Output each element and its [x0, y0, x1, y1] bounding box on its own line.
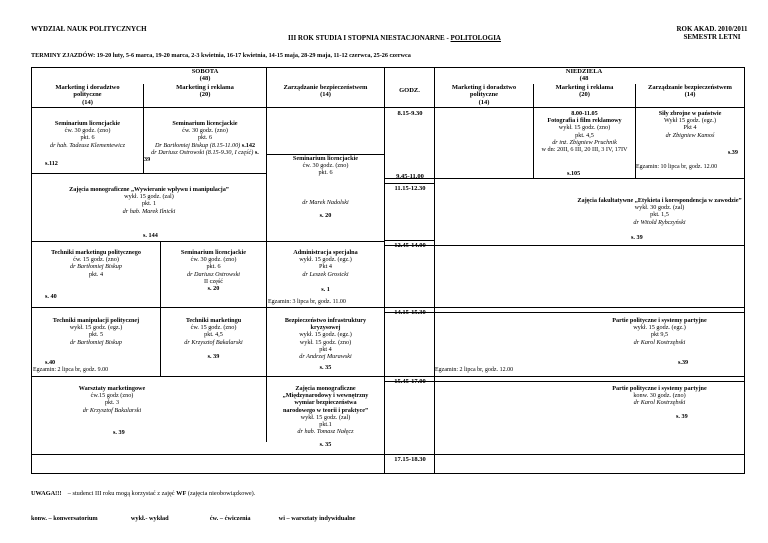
class-hours: wykł. 15 godz. (egz.)	[299, 256, 352, 264]
warning-label: UWAGA!!!	[31, 490, 62, 497]
academic-year	[672, 25, 752, 41]
saturday-header	[143, 68, 267, 83]
class-teacher	[144, 142, 266, 149]
class-title: „Międzynarodowy i wewnętrzny	[282, 392, 369, 400]
course-title	[288, 34, 501, 42]
class-teacher: dr Marek Nadolski	[302, 198, 349, 206]
class-hours: wykł. 15 godz. (zno)	[299, 338, 352, 346]
col-line: Zarządzanie bezpieczeństwem	[648, 84, 732, 91]
class-points: pkt. 1	[141, 200, 157, 208]
class-hours: wykł. 15 godz. (zal)	[124, 193, 174, 201]
col-line: polityczne	[469, 91, 499, 99]
class-monograph-nalecz	[267, 385, 384, 449]
class-techniki-marketingu	[161, 317, 266, 360]
warning-wf: WF	[176, 490, 187, 497]
col-line: Marketing i doradztwo	[451, 84, 517, 91]
exam-note: Egzamin: 2 lipca br, godz. 12.00	[435, 367, 514, 373]
col-line: Zarządzanie bezpieczeństwem	[283, 84, 368, 91]
col-line: Marketing i reklama	[176, 84, 234, 91]
class-hours: wykł. 15 godz. (zno)	[558, 124, 611, 132]
col-line: (14)	[320, 91, 331, 99]
class-points: pkt. 3	[104, 399, 120, 407]
class-title: Bezpieczeństwo infrastruktury	[284, 317, 367, 324]
class-teacher: dr inż. Zbigniew Pruchnik	[552, 138, 617, 146]
sun-col-marketing-reklama	[534, 84, 635, 99]
timetable	[31, 67, 745, 474]
class-title: Partie polityczne i systemy partyjne	[612, 385, 707, 392]
class-title: Seminarium licencjackie	[292, 155, 359, 162]
class-points: pkt.1	[319, 421, 332, 429]
sunday-name: NIEDZIELA	[565, 68, 603, 75]
class-hours: wykł. 15 godz. (zal)	[300, 413, 351, 421]
room-label: s.	[254, 148, 259, 156]
class-teacher: dr Krzysztof Bakalarski	[184, 338, 243, 346]
class-teacher: dr hab. Marek Ilnicki	[122, 207, 176, 215]
class-hours: konw. 30 godz. (zno)	[633, 392, 686, 400]
class-points: pkt. 6	[80, 134, 95, 142]
sunday-header	[533, 68, 635, 83]
class-title: Techniki manipulacji politycznej	[52, 317, 140, 324]
col-line: (20)	[199, 91, 211, 99]
room-label: s.142	[241, 141, 256, 149]
legend-item: wykł.- wykład	[130, 515, 169, 522]
class-teacher: dr Zbigniew Kamoś	[665, 131, 715, 139]
class-hours: ćw. 15 godz. (zno)	[73, 256, 119, 264]
legend-item: ćw. – ćwiczenia	[209, 515, 251, 522]
class-hours: ćw. 30 godz. (zno)	[182, 127, 228, 135]
class-teacher: dr Leszek Grosicki	[302, 270, 349, 278]
room-label: s. 35	[319, 441, 332, 449]
exam-note: Egzamin: 3 lipca br, godz. 11.00	[268, 299, 346, 305]
warning-note	[31, 490, 255, 497]
class-teacher: dr Bartłomiej Biskup	[70, 338, 122, 346]
class-hours: wykł. 15 godz. (egz.)	[633, 324, 686, 332]
room-label: s. 39	[676, 413, 688, 420]
class-title: Warsztaty marketingowe	[78, 385, 146, 392]
class-title: Seminarium licencjackie	[172, 120, 238, 127]
class-part: II część	[203, 277, 224, 285]
exam-note: Egzamin: 2 lipca br, godz. 9.00	[33, 367, 109, 373]
meeting-dates: TERMINY ZJAZDÓW: 19-20 luty, 5-6 marca, 19-20 marca, 2-3 kwietnia, 16-17 kwietnia, 14-15 maja, 28-29 maja, 11-12 czerwca, 25-26 czerwca	[31, 52, 411, 59]
class-seminar-nadolski	[267, 155, 384, 219]
saturday-name: SOBOTA	[191, 68, 219, 75]
room-label: s. 35	[319, 364, 332, 372]
class-title: Seminarium licencjackie	[180, 249, 247, 256]
class-points: pkt. 5	[88, 331, 104, 339]
class-teacher: dr Witold Rybczyński	[633, 218, 686, 226]
class-administracja-specjalna	[267, 249, 384, 293]
class-techniki-marketingu-politycznego	[32, 249, 160, 278]
class-teacher: dr hab. Tadeusz Klementewicz	[49, 141, 126, 149]
time-slot: 17.15-18.30	[394, 456, 426, 463]
class-points: pkt 4	[319, 345, 332, 353]
faculty-name: WYDZIAŁ NAUK POLITYCZNYCH	[31, 25, 147, 33]
class-hours: ćw. 30 godz. (zno)	[190, 256, 237, 264]
room-label: s.39	[727, 148, 738, 156]
col-line: Marketing i doradztwo	[55, 84, 120, 91]
col-line: (20)	[579, 91, 590, 99]
class-title: Siły zbrojne w państwie	[658, 110, 722, 117]
time-slot: 9.45-11.00	[396, 173, 424, 180]
room-label: s.39	[678, 359, 689, 366]
class-teacher: dr Karol Kostrzębski	[633, 338, 686, 346]
class-seminar-ostrowski	[161, 249, 266, 292]
class-time: 8.00-11.05	[571, 110, 598, 117]
class-points: pkt. 6	[197, 134, 213, 142]
legend	[31, 515, 355, 522]
exam-note: Egzamin: 10 lipca br, godz. 12.00	[636, 164, 718, 170]
class-seminar-biskup	[144, 120, 266, 163]
class-bezpieczenstwo-infrastruktury	[267, 317, 384, 371]
class-hours: Wykł 15 godz. (egz.)	[663, 117, 717, 125]
room-label: s. 144	[143, 232, 158, 239]
class-hours: wykł. 15 godz. (egz.)	[299, 331, 352, 339]
class-hours: ćw.15 godz (zno)	[90, 392, 134, 400]
class-seminar-klementewicz	[32, 120, 143, 149]
sat-col-marketing-reklama	[144, 84, 266, 99]
col-line: (14)	[478, 98, 490, 106]
class-teacher: dr Bartłomiej Biskup	[70, 263, 122, 271]
warning-tail: (zajęcia nieobowiązkowe).	[186, 490, 256, 497]
room-label: s.40	[45, 359, 56, 366]
course-label: III ROK STUDIA I STOPNIA NIESTACJONARNE -	[288, 34, 451, 42]
legend-item: konw. – konwersatorium	[31, 515, 98, 522]
class-points: pkt. 1,5	[650, 211, 669, 219]
teacher-text: dr Dariusz Ostrowski (8.15-9.30, I część)	[151, 148, 255, 156]
class-teacher: dr Andrzej Murawski	[299, 353, 352, 361]
class-techniki-manipulacji	[32, 317, 160, 346]
class-fotografia-film	[534, 110, 635, 153]
class-sily-zbrojne	[636, 110, 744, 156]
class-hours: ćw. 30 godz. (zno)	[302, 162, 349, 170]
room-label: s. 39	[207, 352, 220, 360]
class-dates: w dn: 20II, 6 III, 20 III, 3 IV, 17IV	[541, 146, 628, 154]
class-title: narodowego w teorii i praktyce”	[282, 406, 369, 414]
col-line: polityczne	[73, 91, 102, 99]
col-line: Marketing i reklama	[555, 84, 614, 91]
time-slot: 11.15-12.30	[394, 185, 426, 192]
class-monograph-ilnicki	[32, 186, 266, 215]
room-label: s. 39	[113, 429, 125, 436]
class-points: Pkt 4	[319, 263, 332, 271]
room-label: s.112	[45, 160, 58, 167]
class-teacher: dr Karol Kostrzębski	[633, 399, 686, 407]
col-line: (14)	[82, 98, 93, 106]
class-hours: wykł. 15 godz. (egz.)	[69, 324, 123, 332]
time-slot: 14.15-15.30	[394, 309, 426, 316]
sat-col-zarzadzanie	[267, 84, 384, 99]
class-partie-wyklad	[435, 317, 744, 346]
course-major: POLITOLOGIA	[450, 34, 501, 42]
legend-item: wi – warsztaty indywidualne	[278, 515, 356, 522]
class-points: pkt. 6	[318, 169, 333, 177]
teacher-text: Dr Bartłomiej Biskup (8.15-11.00)	[154, 141, 242, 149]
class-title: Partie polityczne i systemy partyjne	[612, 317, 707, 324]
sun-col-marketing-doradztwo	[435, 84, 533, 106]
academic-year-line-1: ROK AKAD. 2010/2011	[676, 25, 748, 33]
class-title: Techniki marketingu politycznego	[51, 249, 141, 256]
class-teacher: dr hab. Tomasz Nałęcz	[297, 428, 354, 436]
room-label: s. 39	[631, 234, 643, 241]
class-hours: ćw. 30 godz. (zno)	[64, 127, 111, 135]
class-etykieta-korespondencja	[435, 197, 744, 226]
class-title: Zajęcia fakultatywne „Etykieta i korespondencja w zawodzie”	[577, 197, 742, 204]
class-teacher: dr Dariusz Ostrowski	[186, 270, 241, 278]
room-label: s. 20	[207, 285, 220, 293]
class-points: pkt 9,5	[650, 331, 669, 339]
class-warsztaty-marketingowe	[32, 385, 266, 414]
class-teacher: dr Krzysztof Bakalarski	[82, 406, 142, 414]
academic-year-line-2: SEMESTR LETNI	[683, 33, 741, 41]
sunday-count: (48	[579, 75, 589, 83]
class-title: Zajęcia monograficzne „Wywieranie wpływu i manipulacja”	[69, 186, 229, 193]
time-slot: 15.45-17.00	[394, 378, 426, 385]
sun-col-zarzadzanie	[636, 84, 744, 99]
class-points: Pkt 4	[683, 124, 697, 132]
room-label: s.105	[567, 170, 581, 177]
sat-col-marketing-doradztwo	[32, 84, 143, 106]
class-title: Administracja specjalna	[293, 249, 358, 256]
class-title: Techniki marketingu	[185, 317, 242, 324]
class-points: pkt. 4,5	[575, 131, 594, 139]
class-title: wymiar bezpieczeństwa	[294, 399, 357, 407]
room-label: s. 20	[319, 211, 332, 219]
class-hours: ćw. 15 godz. (zno)	[190, 324, 237, 332]
class-teacher	[144, 149, 266, 156]
room-label: 39	[144, 156, 151, 164]
class-hours: wykł. 30 godz. (zal)	[634, 204, 685, 212]
hours-header: GODZ.	[399, 87, 420, 94]
time-slot: 8.15-9.30	[397, 110, 423, 117]
class-points: pkt. 4	[88, 270, 104, 278]
class-title: Fotografia i film reklamowy	[547, 117, 622, 125]
class-points: pkt. 4,5	[204, 331, 223, 339]
time-slot: 12.45-14.00	[394, 242, 426, 249]
room-label: s. 1	[321, 285, 330, 293]
class-title: Seminarium licencjackie	[54, 120, 121, 127]
class-title: kryzysowej	[310, 324, 341, 332]
saturday-count: (48)	[199, 75, 211, 83]
warning-text: – studenci III roku mogą korzystać z zajęć	[67, 490, 177, 497]
room-label: s. 40	[45, 293, 57, 300]
class-partie-konwersatorium	[435, 385, 744, 407]
class-points: pkt. 6	[206, 263, 221, 271]
col-line: (14)	[684, 91, 696, 99]
class-title: Zajęcia monograficzne	[295, 385, 356, 392]
